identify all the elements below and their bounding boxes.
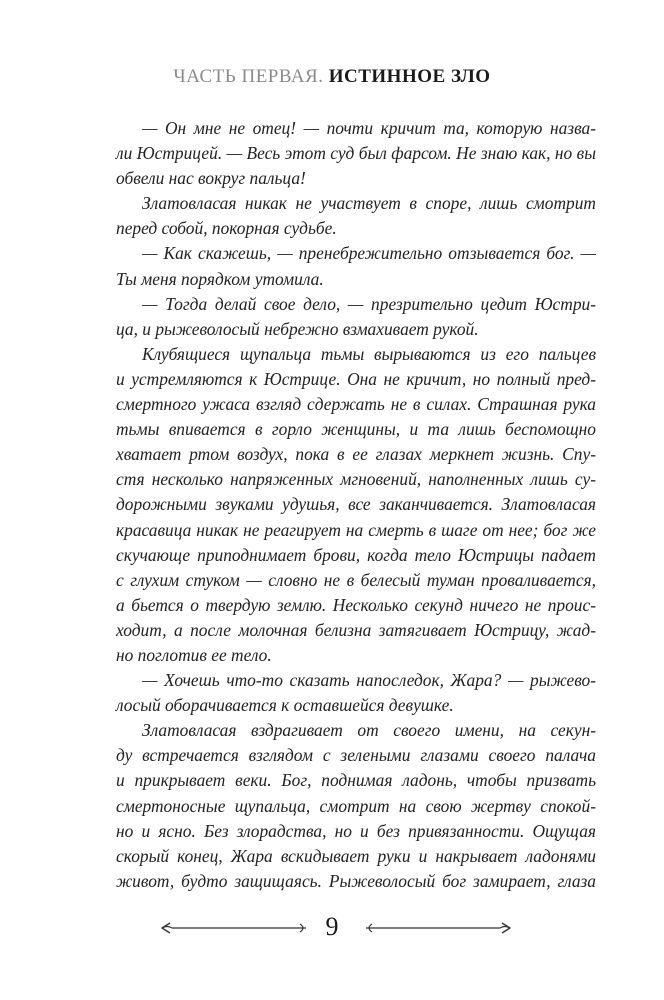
text-line: скорый конец, Жара вскидывает руки и накрывает ладонями bbox=[116, 845, 596, 866]
text-line: лосый оборачивается к оставшейся девушке. bbox=[116, 695, 454, 716]
text-line: но и ясно. Без злорадства, но и без привязанности. Ощущая bbox=[116, 820, 596, 841]
text-line: красавица никак не реагирует на смерть в шаге от нее; бог же bbox=[116, 519, 596, 540]
text-line: скучающе приподнимает брови, когда тело Юстрицы падает bbox=[116, 544, 596, 565]
text-line: стя несколько напряженных мгновений, наполненных лишь су- bbox=[116, 469, 596, 490]
text-line: смертного ужаса взгляд сдержать не в силах. Страшная рука bbox=[116, 394, 596, 415]
text-line: — Как скажешь, — пренебрежительно отзывается бог. — bbox=[142, 243, 596, 264]
text-line: ду встречается взглядом с зелеными глазами своего палача bbox=[116, 745, 596, 766]
text-line: живот, будто защищаясь. Рыжеволосый бог замирает, глаза bbox=[116, 870, 596, 891]
text-line: ца, и рыжеволосый небрежно взмахивает рукой. bbox=[116, 318, 479, 339]
text-line: — Тогда делай свое дело, — презрительно цедит Юстри- bbox=[142, 293, 596, 314]
right-arrow-ornament-icon bbox=[362, 920, 512, 936]
text-line: обвели нас вокруг пальца! bbox=[116, 168, 306, 189]
text-line: Ты меня порядком утомила. bbox=[116, 268, 324, 289]
text-line: — Хочешь что-то сказать напоследок, Жара? — рыжево- bbox=[142, 670, 596, 691]
page-footer bbox=[0, 912, 664, 952]
text-line: Клубящиеся щупальца тьмы вырываются из его пальцев bbox=[142, 343, 596, 364]
text-line: ходит, а после молочная белизна затягивает Юстрицу, жад- bbox=[116, 619, 596, 640]
text-line: хватает ртом воздух, пока в ее глазах меркнет жизнь. Спу- bbox=[116, 444, 596, 465]
text-line: и прикрывает веки. Бог, поднимая ладонь, чтобы призвать bbox=[116, 770, 596, 791]
body-text bbox=[116, 116, 596, 894]
text-line: перед собой, покорная судьбе. bbox=[116, 218, 337, 239]
text-line: а бьется о твердую землю. Несколько секунд ничего не проис- bbox=[116, 594, 596, 615]
text-line: и устремляются к Юстрице. Она не кричит, но полный пред- bbox=[116, 368, 596, 389]
running-head-part: ЧАСТЬ ПЕРВАЯ. bbox=[173, 66, 324, 87]
running-head-title: ИСТИННОЕ ЗЛО bbox=[328, 66, 491, 87]
text-line: дорожными звуками удушья, все заканчивается. Златовласая bbox=[116, 494, 596, 515]
page-number: 9 bbox=[325, 912, 339, 941]
text-line: Златовласая никак не участвует в споре, лишь смотрит bbox=[142, 193, 596, 214]
running-head bbox=[0, 66, 664, 88]
text-line: но поглотив ее тело. bbox=[116, 644, 272, 665]
text-line: ли Юстрицей. — Весь этот суд был фарсом. Не знаю как, но вы bbox=[116, 143, 596, 164]
text-line: — Он мне не отец! — почти кричит та, которую назва- bbox=[142, 118, 596, 138]
text-line: с глухим стуком — словно не в белесый туман проваливается, bbox=[116, 569, 596, 590]
text-line: Златовласая вздрагивает от своего имени, на секун- bbox=[142, 720, 596, 741]
text-line: смертоносные щупальца, смотрит на свою жертву спокой- bbox=[116, 795, 596, 816]
text-line: тьмы впивается в горло женщины, и та лишь беспомощно bbox=[116, 419, 596, 440]
